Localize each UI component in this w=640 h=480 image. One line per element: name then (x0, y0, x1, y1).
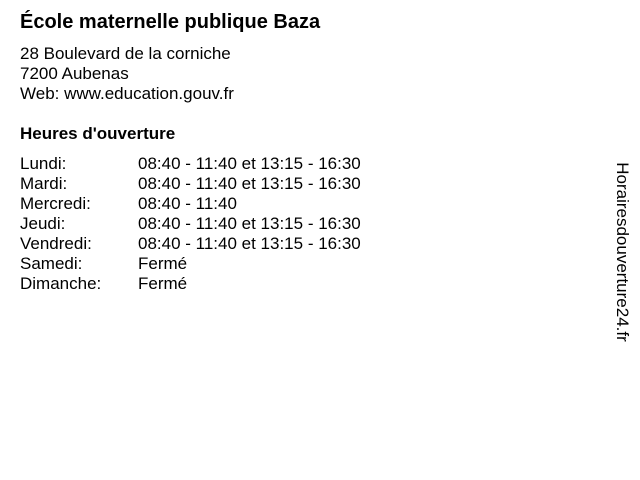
day-hours: 08:40 - 11:40 et 13:15 - 16:30 (138, 234, 361, 253)
day-hours: 08:40 - 11:40 et 13:15 - 16:30 (138, 214, 361, 233)
day-hours: 08:40 - 11:40 (138, 194, 237, 213)
day-hours: 08:40 - 11:40 et 13:15 - 16:30 (138, 174, 361, 193)
school-address (20, 44, 234, 104)
day-label: Lundi: (20, 154, 67, 173)
day-hours: Fermé (138, 254, 188, 273)
day-label: Mercredi: (20, 194, 91, 213)
address-city: 7200 Aubenas (20, 64, 129, 83)
opening-hours-heading: Heures d'ouverture (20, 124, 176, 143)
day-hours: 08:40 - 11:40 et 13:15 - 16:30 (138, 154, 361, 173)
day-label: Mardi: (20, 174, 68, 193)
day-label: Dimanche: (20, 274, 102, 293)
day-hours: Fermé (138, 274, 188, 293)
address-street: 28 Boulevard de la corniche (20, 44, 231, 63)
day-label: Samedi: (20, 254, 83, 273)
website: Web: www.education.gouv.fr (20, 84, 234, 103)
day-label: Vendredi: (20, 234, 92, 253)
day-label: Jeudi: (20, 214, 66, 233)
site-watermark: Horairesdouverture24.fr (613, 162, 632, 342)
page-title: École maternelle publique Baza (20, 11, 321, 33)
